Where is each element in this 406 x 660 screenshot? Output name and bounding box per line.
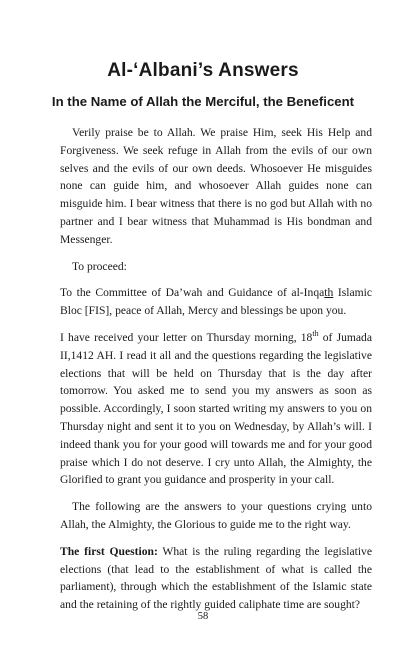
- addressee-underlined-th: th: [324, 286, 334, 300]
- first-question-text: What is the ruling regarding the legislative elections (that lead to the establishment of what is called the parliament), through which the establishment of the Islamic state and the retaining of the rightly guided caliphate time are sought?: [60, 544, 372, 612]
- paragraph-first-question: [60, 543, 372, 614]
- paragraph-letter-received: [60, 329, 372, 489]
- chapter-title: Al-‘Albani’s Answers: [107, 60, 299, 81]
- paragraph-to-proceed: To proceed:: [72, 259, 127, 273]
- first-question-label: The first Question:: [60, 544, 158, 558]
- ordinal-suffix: th: [312, 329, 319, 339]
- basmala-heading: In the Name of Allah the Merciful, the Beneficent: [51, 94, 355, 109]
- paragraph-praise: Verily praise be to Allah. We praise Him, seek His Help and Forgiveness. We seek refuge in Allah from the evils of our own selves and the evils of our own deeds. Whosoever He misguides none can guide him, and whosoever Allah guides none can misguide him. I bear witness that there is no god but Allah with no partner and I bear witness that Muhammad is His bondman and Messenger.: [60, 126, 372, 246]
- addressee-text-start: To the Committee of Da’wah and Guidance of al-Inqa: [60, 286, 325, 300]
- paragraph-following-answers: The following are the answers to your questions crying unto Allah, the Almighty, the Glorious to guide me to the right way.: [60, 500, 372, 531]
- page-number: 58: [197, 611, 209, 622]
- letter-text-end: of Jumada II,1412 AH. I read it all and the questions regarding the legislative elections that will be held on Thursday that is the day after tomorrow. You asked me to send you my answers as soon as possible. Accordingly, I soon started writing my answers to you on Thursday night and sent it to you on Wednesday, by Allah’s will. I indeed thank you for your good will towards me and for your good praise which I do not deserve. I cry unto Allah, the Almighty, the Glorified to grant you guidance and prosperity in your call.: [60, 330, 372, 487]
- addressee-text-end: Islamic Bloc [FIS], peace of Allah, Mercy and blessings be upon you.: [60, 286, 372, 318]
- letter-text-start: I have received your letter on Thursday morning, 18: [60, 330, 313, 344]
- paragraph-addressee: [60, 284, 372, 320]
- body-text: [60, 124, 372, 623]
